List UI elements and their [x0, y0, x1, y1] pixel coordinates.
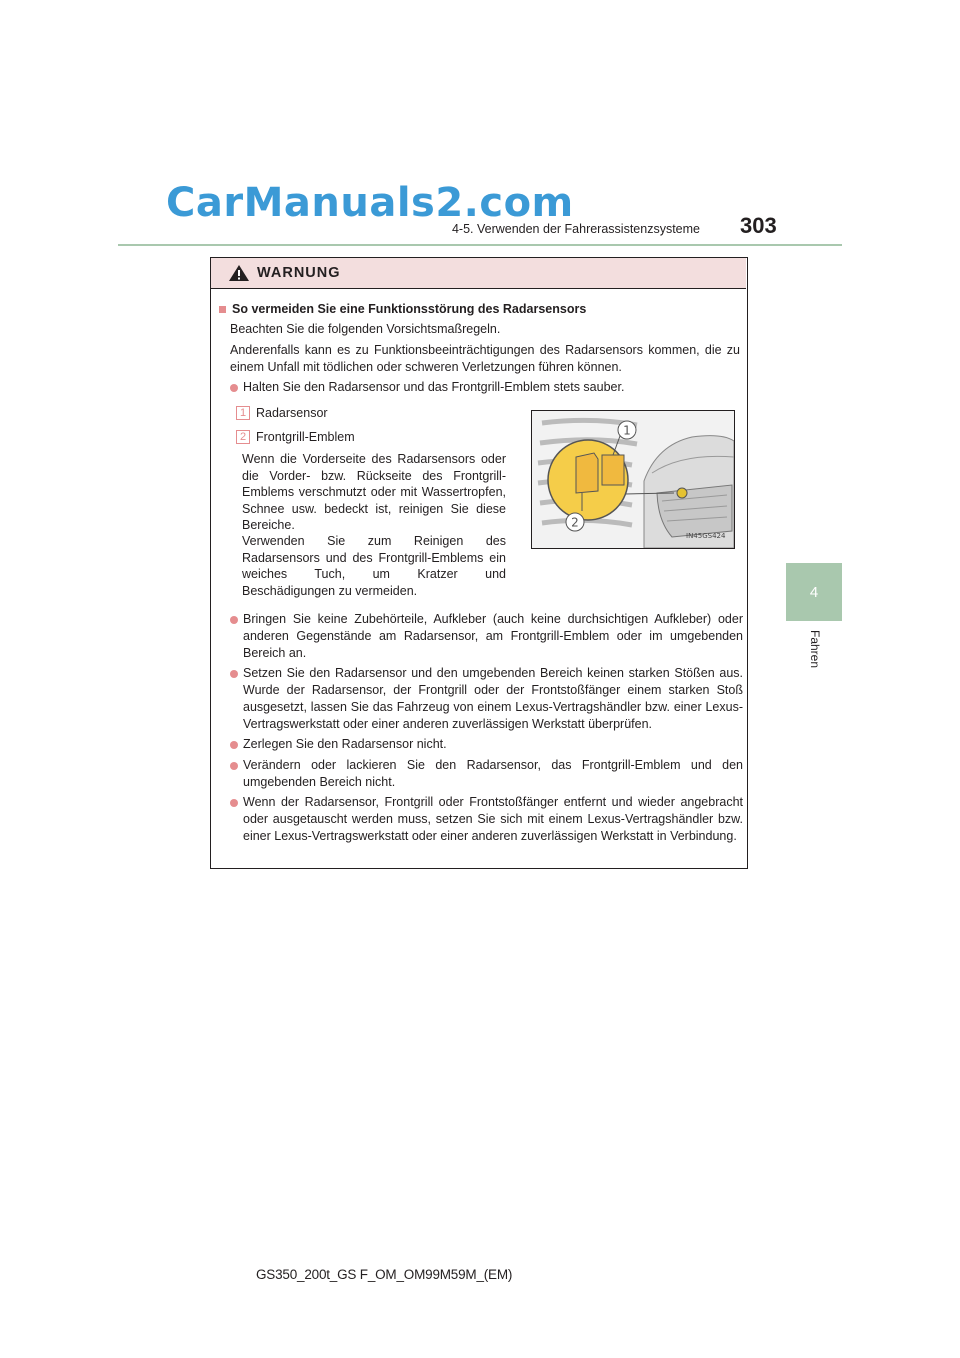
chapter-number: 4 [809, 583, 819, 601]
page-number: 303 [740, 213, 777, 238]
bullet-item-4: Verändern oder lackieren Sie den Radarsensor, das Frontgrill-Emblem und den umgebenden Bereich nicht. [243, 758, 743, 789]
bullet-clean: Halten Sie den Radarsensor und das Frontgrill-Emblem stets sauber. [243, 380, 625, 394]
warning-triangle-icon [228, 264, 250, 282]
footer-model-code: GS350_200t_GS F_OM_OM99M59M_(EM) [256, 1267, 513, 1282]
svg-text:2: 2 [571, 515, 579, 530]
warning-title: WARNUNG [257, 265, 341, 281]
bullet-item-1: Bringen Sie keine Zubehörteile, Aufkleber (auch keine durchsichtigen Aufkleber) oder anderen Gegenstände am Radarsensor, am Frontgrill-Emblem oder im umgebenden Bereich an. [243, 612, 743, 660]
figure-code: IN45GS424 [686, 532, 726, 540]
svg-text:1: 1 [623, 423, 631, 438]
bullet-item-5: Wenn der Radarsensor, Frontgrill oder Frontstoßfänger entfernt und wieder angebracht oder ausgetauscht werden muss, setzen Sie sich mit einem Lexus-Vertragshändler bzw. einer Lexus-Vertragswerkstatt oder einer anderen zuverlässigen Werkstatt in Verbindung. [243, 795, 743, 843]
car-front-illustration [532, 411, 734, 548]
section-title: 4-5. Verwenden der Fahrerassistenzsysteme [451, 222, 700, 236]
radar-sensor-figure [531, 410, 735, 549]
bullet-dot-icon [230, 799, 238, 807]
bullet-dot-icon [230, 762, 238, 770]
clean-paragraph-1: Wenn die Vorderseite des Radarsensors oder die Vorder- bzw. Rückseite des Frontgrill-Emblems verschmutzt oder mit Wassertropfen, Schnee usw. bedeckt ist, reinigen Sie diese Bereiche. [242, 452, 506, 532]
watermark: CarManuals2.com [166, 180, 574, 226]
clean-paragraph-2: Verwenden Sie zum Reinigen des Radarsensors und des Frontgrill-Emblems ein weiches Tuch, um Kratzer und Beschädigungen zu vermeiden. [242, 534, 506, 598]
intro-line-2: Anderenfalls kann es zu Funktionsbeeinträchtigungen des Radarsensors kommen, die zu einem Unfall mit tödlichen oder schweren Verletzungen führen können. [230, 343, 740, 374]
bullet-item-2: Setzen Sie den Radarsensor und den umgebenden Bereich keinen starken Stößen aus. Wurde der Radarsensor, der Frontgrill oder der Frontstoßfänger einem starken Stoß ausgesetzt, lassen Sie das Fahrzeug von einem Lexus-Vertragshändler bzw. einer Lexus-Vertragswerkstatt oder einer anderen zuverlässigen Werkstatt überprüfen. [243, 666, 743, 731]
square-bullet-icon [219, 306, 226, 313]
legend-number-1: 1 [236, 406, 250, 420]
bullet-dot-icon [230, 616, 238, 624]
warning-box [210, 257, 748, 869]
intro-line-1: Beachten Sie die folgenden Vorsichtsmaßregeln. [230, 322, 501, 336]
legend-label-2: Frontgrill-Emblem [256, 430, 355, 444]
legend-label-1: Radarsensor [256, 406, 328, 420]
bullet-item-3: Zerlegen Sie den Radarsensor nicht. [243, 737, 447, 751]
warning-heading-text: So vermeiden Sie eine Funktionsstörung des Radarsensors [232, 302, 587, 316]
warning-heading [219, 301, 739, 318]
bullet-dot-icon [230, 670, 238, 678]
bullet-dot-icon [230, 741, 238, 749]
chapter-label: Fahren [808, 629, 822, 669]
bullet-dot-icon [230, 384, 238, 392]
header-rule [118, 244, 842, 246]
warning-header [211, 258, 746, 289]
legend-number-2: 2 [236, 430, 250, 444]
